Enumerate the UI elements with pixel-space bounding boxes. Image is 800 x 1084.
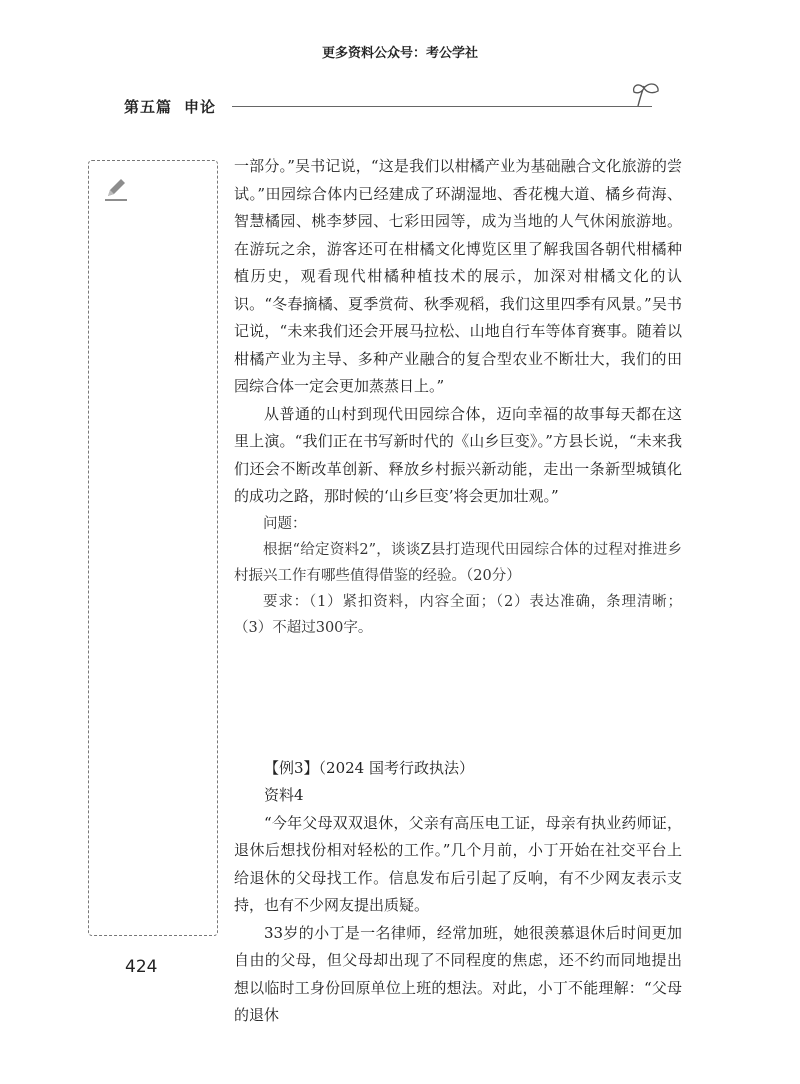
chapter-heading [124,96,216,117]
main-content [234,153,682,1030]
paragraph-1: 一部分。”吴书记说，“这是我们以柑橘产业为基础融合文化旅游的尝试。”田园综合体内已经建成了环湖湿地、香花槐大道、橘乡荷海、智慧橘园、桃李梦园、七彩田园等，成为当地的人气休闲旅游地。在游玩之余，游客还可在柑橘文化博览区里了解我国各朝代柑橘种植历史，观看现代柑橘种植技术的展示，加深对柑橘文化的认识。“冬春摘橘、夏季赏荷、秋季观稻，我们这里四季有风景。”吴书记说，“未来我们还会开展马拉松、山地自行车等体育赛事。随着以柑橘产业为主导、多种产业融合的复合型农业不断壮大，我们的田园综合体一定会更加蒸蒸日上。” [234,157,682,395]
paragraph-4: 33岁的小丁是一名律师，经常加班，她很羡慕退休后时间更加自由的父母，但父母却出现了不同程度的焦虑，还不约而同地提出想以临时工身份回原单位上班的想法。对此，小丁不能理解：“父母的退休 [234,923,682,1024]
chapter-number: 第五篇 [124,98,173,116]
top-note: 更多资料公众号：考公学社 [321,46,478,61]
chapter-title: 申论 [184,98,217,116]
question-label: 问题： [263,515,307,532]
question-requirements: 要求：（1）紧扣资料，内容全面；（2）表达准确，条理清晰；（3）不超过300字。 [234,593,682,636]
paragraph-2: 从普通的山村到现代田园综合体，迈向幸福的故事每天都在这里上演。“我们正在书写新时代的《山乡巨变》。”方县长说，“未来我们还会不断改革创新、释放乡村振兴新动能，走出一条新型城镇化的成功之路，那时候的‘山乡巨变’将会更加壮观。” [234,404,682,505]
notes-box [88,160,218,936]
sprout-icon [628,82,662,108]
page-number: 424 [125,957,158,977]
header-rule [232,106,652,107]
example-heading: 【例3】（2024 国考行政执法） [264,758,474,777]
pencil-icon [103,177,129,203]
material-label: 资料4 [264,786,304,804]
question-text: 根据“给定资料2”，谈谈Z县打造现代田园综合体的过程对推进乡村振兴工作有哪些值得借鉴的经验。（20分） [234,541,682,584]
paragraph-3: “今年父母双双退休，父亲有高压电工证，母亲有执业药师证，退休后想找份相对轻松的工作。”几个月前，小丁开始在社交平台上给退休的父母找工作。信息发布后引起了反响，有不少网友表示支持，也有不少网友提出质疑。 [234,813,682,914]
